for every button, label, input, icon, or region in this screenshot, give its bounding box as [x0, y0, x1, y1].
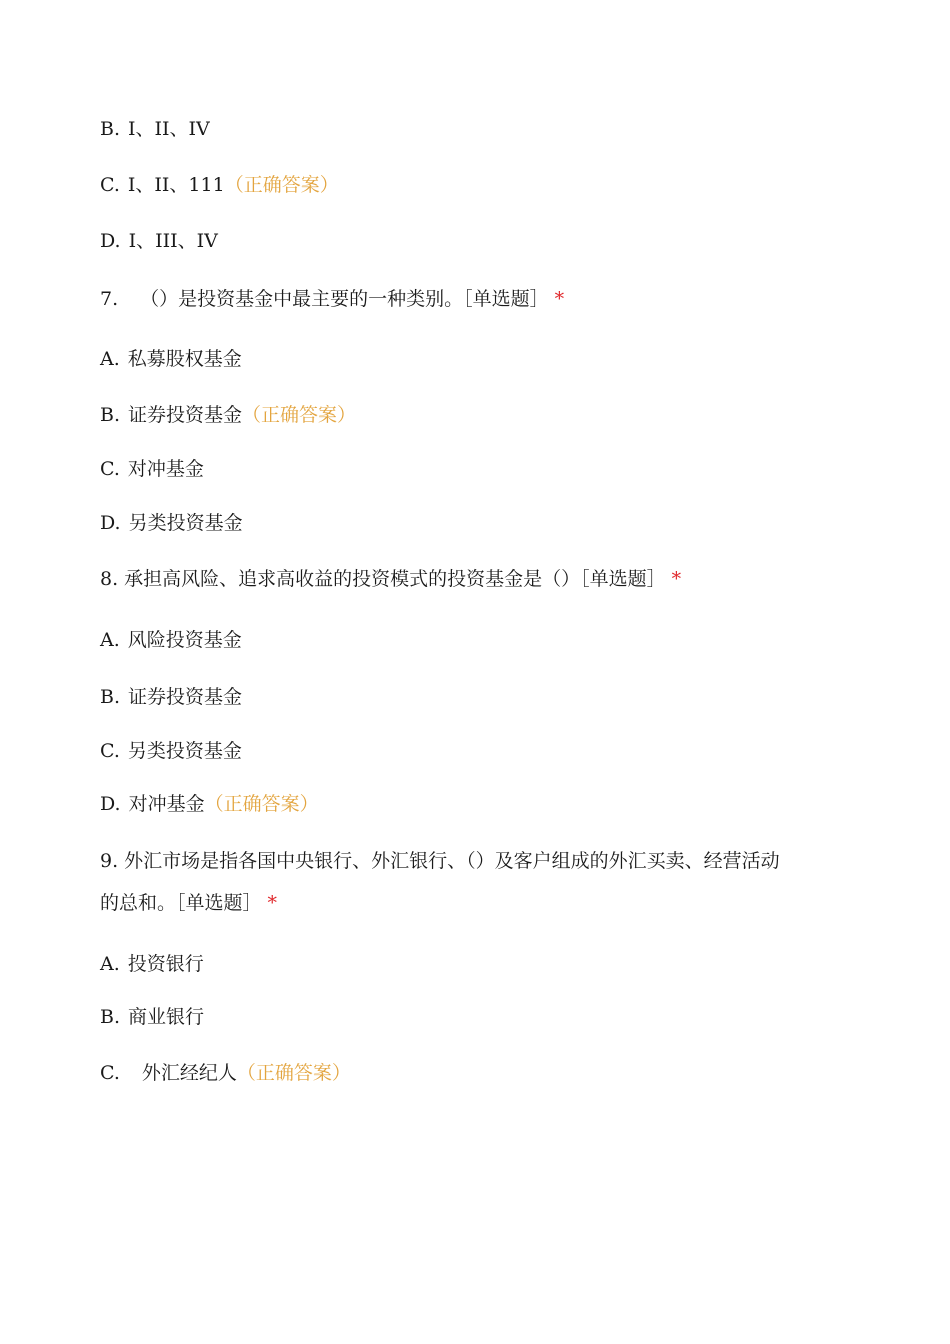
option-text: 证券投资基金 — [128, 404, 243, 426]
question-8-option-c — [100, 739, 242, 763]
correct-answer-tag: （正确答案） — [204, 793, 319, 815]
question-text: 承担高风险、追求高收益的投资模式的投资基金是（）［单选题］ — [124, 568, 666, 590]
option-b — [100, 117, 210, 141]
option-letter: B. — [100, 118, 121, 140]
option-text: I、III、IV — [128, 230, 218, 252]
question-9-stem-line-1 — [100, 849, 780, 873]
question-9-stem-line-2 — [100, 891, 277, 915]
option-letter: A. — [100, 348, 120, 370]
option-letter: C. — [100, 1062, 120, 1084]
question-number: 9. — [100, 850, 119, 872]
question-number: 8. — [100, 568, 119, 590]
required-marker: * — [267, 892, 278, 914]
question-8-option-d — [100, 792, 319, 816]
question-8-option-a — [100, 628, 242, 652]
question-8-option-b — [100, 685, 242, 709]
option-letter: C. — [100, 458, 120, 480]
option-text: 外汇经纪人 — [141, 1062, 237, 1084]
question-7-option-a — [100, 347, 242, 371]
question-text: （）是投资基金中最主要的一种类别。［单选题］ — [140, 288, 549, 310]
option-text: 证券投资基金 — [128, 686, 243, 708]
option-text: 投资银行 — [127, 953, 204, 975]
option-text: 风险投资基金 — [127, 629, 242, 651]
option-letter: B. — [100, 1006, 121, 1028]
question-7-stem — [100, 287, 564, 311]
option-text: I、II、111 — [127, 174, 225, 196]
option-text: 商业银行 — [128, 1006, 205, 1028]
question-text: 外汇市场是指各国中央银行、外汇银行、（）及客户组成的外汇买卖、经营活动 — [124, 850, 780, 872]
option-text: 另类投资基金 — [127, 740, 242, 762]
correct-answer-tag: （正确答案） — [224, 174, 339, 196]
question-8-stem — [100, 567, 681, 591]
option-letter: B. — [100, 404, 121, 426]
option-letter: B. — [100, 686, 121, 708]
option-d — [100, 229, 218, 253]
question-text-continued: 的总和。［单选题］ — [100, 892, 262, 914]
option-letter: D. — [100, 793, 121, 815]
option-letter: A. — [100, 953, 120, 975]
option-letter: C. — [100, 740, 120, 762]
correct-answer-tag: （正确答案） — [242, 404, 357, 426]
option-text: I、II、IV — [128, 118, 210, 140]
option-text: 对冲基金 — [128, 793, 205, 815]
question-number: 7. — [100, 288, 119, 310]
option-letter: D. — [100, 230, 121, 252]
option-c — [100, 173, 339, 197]
question-9-option-c — [100, 1061, 351, 1085]
option-letter: A. — [100, 629, 120, 651]
question-9-option-b — [100, 1005, 204, 1029]
option-text: 另类投资基金 — [128, 512, 243, 534]
question-9-option-a — [100, 952, 204, 976]
required-marker: * — [671, 568, 682, 590]
option-letter: C. — [100, 174, 120, 196]
question-7-option-c — [100, 457, 204, 481]
option-letter: D. — [100, 512, 121, 534]
required-marker: * — [554, 288, 565, 310]
option-text: 私募股权基金 — [127, 348, 242, 370]
question-7-option-b — [100, 403, 356, 427]
option-text: 对冲基金 — [127, 458, 204, 480]
question-7-option-d — [100, 511, 243, 535]
correct-answer-tag: （正确答案） — [236, 1062, 351, 1084]
